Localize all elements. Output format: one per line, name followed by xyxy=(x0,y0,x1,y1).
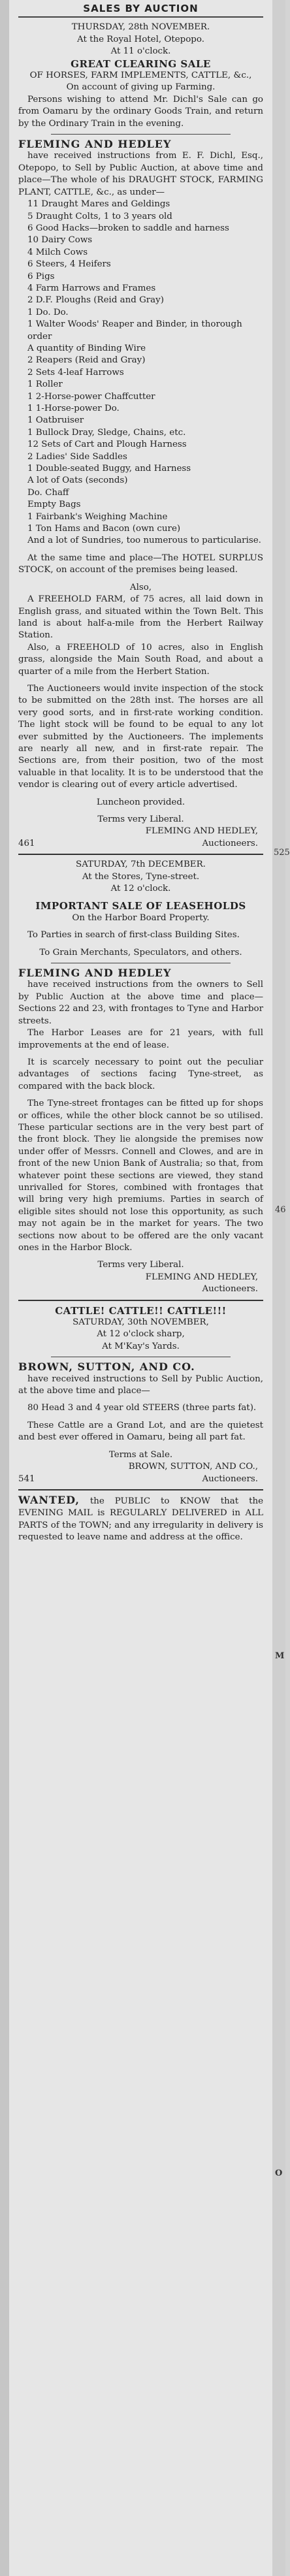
sale2-subtitle: On the Harbor Board Property. xyxy=(72,912,210,923)
sale2-firm: FLEMING AND HEDLEY xyxy=(18,967,172,980)
list-item: 5 Draught Colts, 1 to 3 years old xyxy=(27,211,172,221)
list-item: Do. Chaff xyxy=(27,487,69,498)
sale1-hotel-stock: At the same time and place—The HOTEL SURPLUS STOCK, on account of the premises being leased. xyxy=(18,553,263,575)
sale2-instructions: have received instructions from the owners to Sell by Public Auction at the above time and place—Sections 22 and 23, with frontages to Tyne and Harbor streets. xyxy=(18,980,263,1026)
sale1-also: Also, xyxy=(129,582,152,592)
sale1-firm: FLEMING AND HEDLEY xyxy=(18,138,172,151)
sale1-second-freehold: Also, a FREEHOLD of 10 acres, also in English grass, alongside the Main South Road, and about a quarter of a mile from the Herbert Station. xyxy=(18,642,263,677)
list-item: 1 Double-seated Buggy, and Harness xyxy=(27,464,191,474)
sale1-title: GREAT CLEARING SALE xyxy=(71,57,211,70)
sale3-headline: CATTLE! CATTLE!! CATTLE!!! xyxy=(55,1304,227,1317)
margin-number: 46 xyxy=(275,1205,286,1215)
list-item: 6 Pigs xyxy=(27,271,55,282)
sale2-signature: FLEMING AND HEDLEY, xyxy=(145,1272,258,1282)
list-item: 4 Milch Cows xyxy=(27,247,88,257)
newspaper-column xyxy=(9,0,272,2576)
sale1-reason: On account of giving up Farming. xyxy=(66,82,216,93)
list-item: 1 Bullock Dray, Sledge, Chains, etc. xyxy=(27,427,186,438)
sale2-to-grain: To Grain Merchants, Speculators, and others. xyxy=(39,947,242,958)
list-item: 6 Steers, 4 Heifers xyxy=(27,259,111,270)
sale1-instructions: have received instructions from E. F. Dichl, Esq., Otepopo, to Sell by Public Auction, at above time and place—The whole of his DRAUGHT STOCK, FARMING PLANT, CATTLE, &c., as under— xyxy=(18,151,263,197)
sale1-venue: At the Royal Hotel, Otepopo. xyxy=(77,34,204,44)
margin-letter: M xyxy=(275,1651,285,1661)
sale2-terms: Terms very Liberal. xyxy=(97,1260,184,1270)
list-item: 1 2-Horse-power Chaffcutter xyxy=(27,391,155,402)
divider xyxy=(51,134,231,135)
sale3-date: SATURDAY, 30th NOVEMBER, xyxy=(72,1317,209,1328)
right-adjacent-column xyxy=(272,0,290,2576)
sale3-terms: Terms at Sale. xyxy=(108,1449,173,1460)
wanted-notice xyxy=(18,1494,263,1544)
wanted-lead: WANTED, xyxy=(18,1493,80,1506)
margin-letter: O xyxy=(275,2168,283,2178)
sale1-inspection-note: The Auctioneers would invite inspection of the stock to be submitted on the 28th inst. The horses are all very good sorts, and in first-rate working condition. The light stock will be found to be equal to any lot ever submitted by the Auctioneers. The implements are nearly all new, and in first-rate repair. The Sections are, from their position, two of the most valuable in that locality. It is to be understood that the vendor is clearing out of every article advertised. xyxy=(18,683,263,790)
sale2-date: SATURDAY, 7th DECEMBER. xyxy=(76,860,206,870)
sale1-luncheon: Luncheon provided. xyxy=(96,797,185,807)
sale1-signature: FLEMING AND HEDLEY, xyxy=(145,826,258,837)
list-item: A lot of Oats (seconds) xyxy=(27,475,128,486)
list-item: 1 Do. Do. xyxy=(27,307,69,317)
sale2-leases: The Harbor Leases are for 21 years, with full improvements at the end of lease. xyxy=(18,1028,263,1050)
sale2-scarcely: It is scarcely necessary to point out the peculiar advantages of sections facing Tyne-street, as compared with the back block. xyxy=(18,1057,263,1091)
wanted-text: the PUBLIC to KNOW that the EVENING MAIL is REGULARLY DELIVERED in ALL PARTS of the TOWN; and any irregularity in delivery is requested to leave name and address at the office. xyxy=(18,1496,263,1543)
list-item: 11 Draught Mares and Geldings xyxy=(27,199,170,210)
sale2-frontages: The Tyne-street frontages can be fitted up for shops or offices, while the other block cannot be so utilised. These particular sections are in the very best part of the front block. They lie alongside the premises now under offer of Messrs. Connell and Clowes, and are in front of the new Union Bank of Australia; so that, from whatever point these sections are viewed, they stand unrivalled for Stores, combined with frontages that will bring very high premiums. Parties in search of eligible sites should not lose this opportunity, as such may not again be in the market for years. The two sections now about to be offered are the only vacant ones in the Harbor Block. xyxy=(18,1099,263,1253)
ad-number: 541 xyxy=(18,1473,35,1484)
sale1-signature-role: Auctioneers. xyxy=(202,838,258,848)
list-item: Empty Bags xyxy=(27,500,81,510)
sale2-venue: At the Stores, Tyne-street. xyxy=(82,871,200,882)
sale1-time: At 11 o'clock. xyxy=(110,46,171,57)
list-item: 2 D.F. Ploughs (Reid and Gray) xyxy=(27,295,164,306)
list-item: 1 1-Horse-power Do. xyxy=(27,404,120,413)
divider xyxy=(18,1300,263,1301)
divider xyxy=(18,1489,263,1490)
sale2-signature-role: Auctioneers. xyxy=(202,1284,258,1295)
sale1-freehold: A FREEHOLD FARM, of 75 acres, all laid down in English grass, and situated within the Town Belt. This land is about half-a-mile from the Herbert Railway Station. xyxy=(18,594,263,641)
sale2-to-parties: To Parties in search of first-class Building Sites. xyxy=(27,930,240,941)
sale3-venue: At M'Kay's Yards. xyxy=(102,1341,180,1351)
list-item: 10 Dairy Cows xyxy=(27,235,93,246)
ad-number: 461 xyxy=(18,838,35,848)
list-item: 1 Fairbank's Weighing Machine xyxy=(27,511,168,522)
sale3-time: At 12 o'clock sharp, xyxy=(97,1329,185,1340)
list-item: 12 Sets of Cart and Plough Harness xyxy=(27,440,187,450)
list-item: 2 Reapers (Reid and Gray) xyxy=(27,355,146,366)
sale1-terms: Terms very Liberal. xyxy=(97,814,184,824)
list-item: A quantity of Binding Wire xyxy=(27,343,146,353)
list-item: 1 Oatbruiser xyxy=(27,415,84,426)
list-item: 4 Farm Harrows and Frames xyxy=(27,283,156,293)
margin-number: 525 xyxy=(274,848,290,858)
sale3-note: These Cattle are a Grand Lot, and are the quietest and best ever offered in Oamaru, being all part fat. xyxy=(18,1420,263,1443)
list-item: 6 Good Hacks—broken to saddle and harness xyxy=(27,223,229,233)
sale3-instructions: have received instructions to Sell by Public Auction, at the above time and place— xyxy=(18,1374,263,1396)
sale1-train-note: Persons wishing to attend Mr. Dichl's Sale can go from Oamaru by the ordinary Goods Train, and return by the Ordinary Train in the evening. xyxy=(18,94,263,129)
divider xyxy=(18,854,263,855)
list-item: And a lot of Sundries, too numerous to particularise. xyxy=(27,536,261,546)
sale1-items-list xyxy=(18,199,263,547)
list-item: 1 Roller xyxy=(27,379,63,390)
sale3-firm: BROWN, SUTTON, AND CO. xyxy=(18,1360,195,1374)
list-item: 1 Ton Hams and Bacon (own cure) xyxy=(27,524,181,534)
list-item: 2 Sets 4-leaf Harrows xyxy=(27,367,124,378)
sale1-date: THURSDAY, 28th NOVEMBER. xyxy=(71,22,210,33)
sale3-signature: BROWN, SUTTON, AND CO., xyxy=(128,1462,258,1472)
sale2-title: IMPORTANT SALE OF LEASEHOLDS xyxy=(35,900,246,912)
sale2-time: At 12 o'clock. xyxy=(110,884,171,894)
list-item: 1 Walter Woods' Reaper and Binder, in thorough order xyxy=(27,319,242,342)
sale3-item: 80 Head 3 and 4 year old STEERS (three parts fat). xyxy=(27,1403,257,1413)
section-header: SALES BY AUCTION xyxy=(18,3,263,18)
left-adjacent-column xyxy=(0,0,9,2576)
list-item: 2 Ladies' Side Saddles xyxy=(27,451,127,462)
sale1-subtitle: OF HORSES, FARM IMPLEMENTS, CATTLE, &c., xyxy=(29,71,252,81)
sale3-signature-role: Auctioneers. xyxy=(202,1473,258,1484)
